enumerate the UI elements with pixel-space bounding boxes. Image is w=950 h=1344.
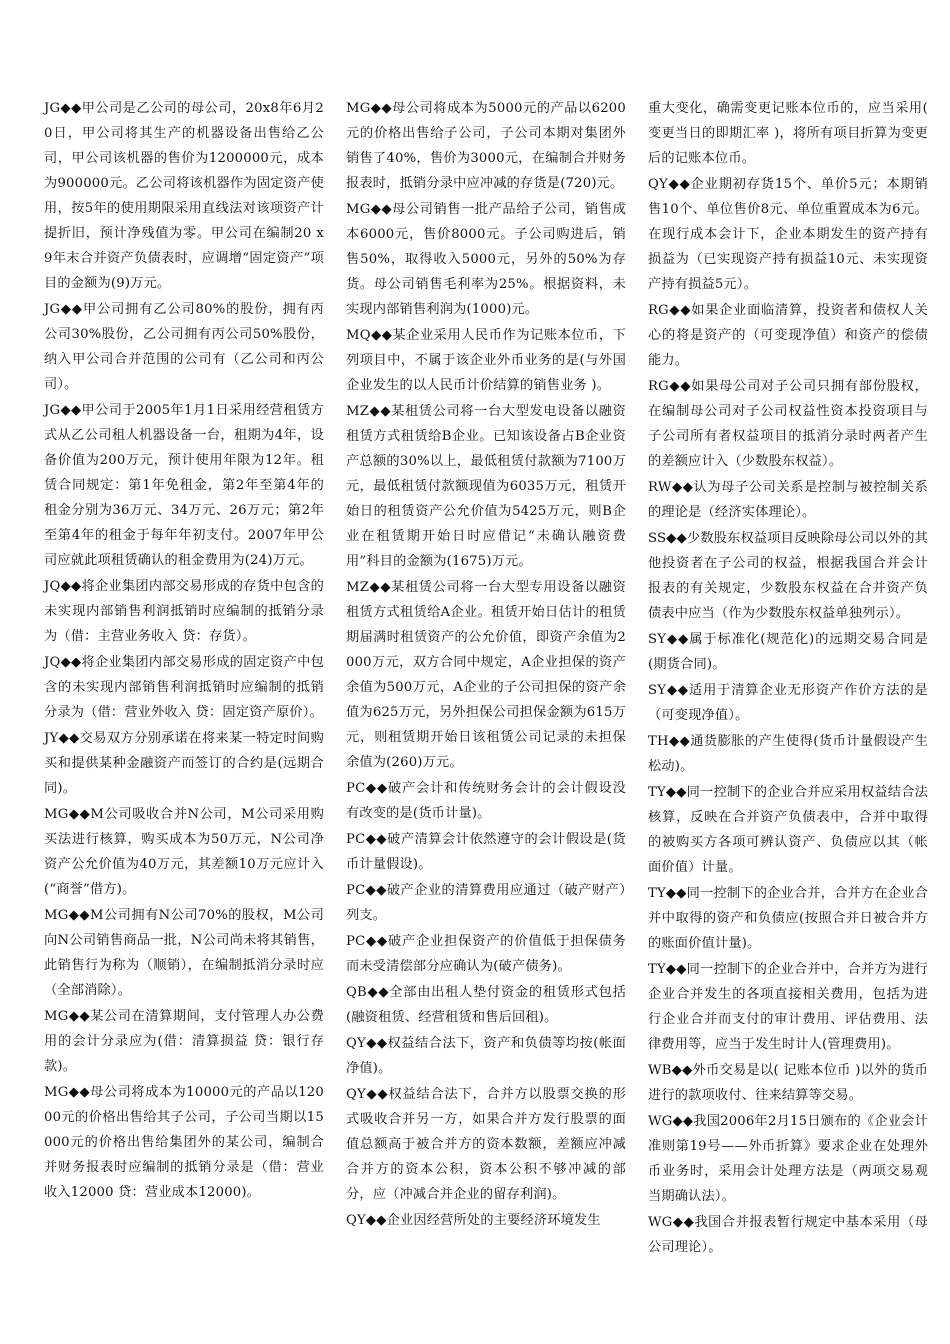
question-entry: JG◆◆甲公司是乙公司的母公司，20x8年6月20日，甲公司将其生产的机器设备出售给乙公司，甲公司该机器的售价为1200000元，成本为900000元。乙公司将该机器作为固定资产使用，按5年的使用期限采用直线法对该项资产计提折旧，预计净残值为零。甲公司在编制20 x 9年末合并资产负债表时，应调增“固定资产”项目的金额为(9)万元。 <box>44 101 324 291</box>
question-entry: MG◆◆母公司将成本为10000元的产品以12000元的价格出售给其子公司，子公司当期以15000元的价格出售给集团外的某公司，编制合并财务报表时应编制的抵销分录是（借：营业收入12000 贷：营业成本12000)。 <box>44 1085 324 1200</box>
question-entry: WB◆◆外币交易是以( 记账本位币 )以外的货币进行的款项收付、往来结算等交易。 <box>648 1063 928 1103</box>
question-entry: JQ◆◆将企业集团内部交易形成的存货中包含的未实现内部销售利润抵销时应编制的抵销分录为（借：主营业务收入 贷：存货）。 <box>44 579 324 644</box>
question-entry: MG◆◆M公司吸收合并N公司，M公司采用购买法进行核算，购买成本为50万元，N公司净资产公允价值为40万元，其差额10万元应计入(“商誉”借方)。 <box>44 807 324 897</box>
question-entry: QY◆◆企业因经营所处的主要经济环境发生 <box>346 1213 601 1228</box>
question-entry: SY◆◆属于标准化(规范化)的远期交易合同是(期货合同)。 <box>648 632 928 672</box>
question-entry: SS◆◆少数股东权益项目反映除母公司以外的其他投资者在子公司的权益，根据我国合并会计报表的有关规定，少数股东权益在合并资产负债表中应当（作为少数股东权益单独列示）。 <box>648 531 928 621</box>
question-entry: QY◆◆权益结合法下，合并方以股票交换的形式吸收合并另一方，如果合并方发行股票的面值总额高于被合并方的资本数额，差额应冲减合并方的资本公积，资本公积不够冲减的部分，应（冲减合并企业的留存利润)。 <box>346 1087 626 1202</box>
question-entry: WG◆◆我国2006年2月15日颁布的《企业会计准则第19号——外币折算》要求企业在处理外币业务时，采用会计处理方法是（两项交易观当期确认法）。 <box>648 1114 928 1204</box>
question-entry: TY◆◆同一控制下的企业合并，合并方在企业合并中取得的资产和负债应(按照合并日被合并方的账面价值计量)。 <box>648 886 928 951</box>
question-entry: PC◆◆破产企业担保资产的价值低于担保债务而未受清偿部分应确认为(破产债务)。 <box>346 934 626 974</box>
question-entry: WG◆◆我国合并报表暂行规定中基本采用（母公司理论）。 <box>648 1215 928 1255</box>
question-entry: JQ◆◆将企业集团内部交易形成的固定资产中包含的未实现内部销售利润抵销时应编制的抵销分录为（借：营业外收入 贷：固定资产原价）。 <box>44 655 324 720</box>
question-entry: QY◆◆权益结合法下，资产和负债等均按(帐面净值)。 <box>346 1036 626 1076</box>
question-entry: TY◆◆同一控制下的企业合并应采用权益结合法核算，反映在合并资产负债表中，合并中取得的被购买方各项可辨认资产、负债应以其（帐面价值）计量。 <box>648 785 928 875</box>
column-right <box>648 96 928 1261</box>
question-entry: TH◆◆通货膨胀的产生使得(货币计量假设产生松动)。 <box>648 734 928 774</box>
question-entry: MZ◆◆某租赁公司将一台大型发电设备以融资租赁方式租赁给B企业。已知该设备占B企业资产总额的30%以上，最低租赁付款额为7100万元，最低租赁付款额现值为6035万元，租赁开始日的租赁资产公允价值为5425万元，则B企业在租赁期开始日时应借记“未确认融资费用”科目的金额为(1675)万元。 <box>346 404 626 569</box>
question-entry: MQ◆◆某企业采用人民币作为记账本位币，下列项目中，不属于该企业外币业务的是(与外国企业发生的以人民币计价结算的销售业务 )。 <box>346 328 626 393</box>
question-entry: PC◆◆破产会计和传统财务会计的会计假设没有改变的是(货币计量)。 <box>346 781 626 821</box>
question-entry: MG◆◆母公司将成本为5000元的产品以6200元的价格出售给子公司，子公司本期对集团外销售了40%，售价为3000元，在编制合并财务报表时，抵销分录中应冲减的存货是(720)元。 <box>346 101 626 191</box>
question-entry: RG◆◆如果母公司对子公司只拥有部份股权，在编制母公司对子公司权益性资本投资项目与子公司所有者权益项目的抵消分录时两者产生的差额应计入（少数股东权益）。 <box>648 379 928 469</box>
question-entry: TY◆◆同一控制下的企业合并中，合并方为进行企业合并发生的各项直接相关费用，包括为进行企业合并而支付的审计费用、评估费用、法律费用等，应当于发生时计人(管理费用)。 <box>648 962 928 1052</box>
column-middle <box>346 96 626 1261</box>
question-entry: MZ◆◆某租赁公司将一台大型专用设备以融资租赁方式租赁给A企业。租赁开始日估计的租赁期届满时租赁资产的公允价值，即资产余值为2000万元，双方合同中规定，A企业担保的资产余值为500万元，A企业的子公司担保的资产余值为625万元，另外担保公司担保金额为615万元，则租赁期开始日该租赁公司记录的未担保余值为(260)万元。 <box>346 580 626 770</box>
question-entry: QY◆◆企业期初存货15个、单价5元；本期销售10个、单位售价8元、单位重置成本为6元。在现行成本会计下，企业本期发生的资产持有损益为（已实现资产持有损益10元、未实现资产持有损益5元）。 <box>648 177 928 292</box>
question-entry: JG◆◆甲公司拥有乙公司80%的股份，拥有丙公司30%股份，乙公司拥有丙公司50%股份，纳入甲公司合并范围的公司有（乙公司和丙公司）。 <box>44 302 324 392</box>
question-entry: JG◆◆甲公司于2005年1月1日采用经营租赁方式从乙公司租人机器设备一台，租期为4年，设备价值为200万元，预计使用年限为12年。租赁合同规定：第1年免租金，第2年至第4年的租金分别为36万元、34万元、26万元；第2年至第4年的租金于每年年初支付。2007年甲公司应就此项租赁确认的租金费用为(24)万元。 <box>44 403 324 568</box>
question-entry: MG◆◆母公司销售一批产品给子公司，销售成本6000元，售价8000元。子公司购进后，销售50%，取得收入5000元，另外的50%为存货。母公司销售毛利率为25%。根据资料，未实现内部销售利润为(1000)元。 <box>346 202 626 317</box>
column-left <box>44 96 324 1261</box>
question-entry: MG◆◆M公司拥有N公司70%的股权，M公司向N公司销售商品一批，N公司尚未将其销售，此销售行为称为（顺销），在编制抵消分录时应（全部消除）。 <box>44 908 324 998</box>
question-entry: PC◆◆破产企业的清算费用应通过（破产财产）列支。 <box>346 883 626 923</box>
question-entry: SY◆◆适用于清算企业无形资产作价方法的是（可变现净值）。 <box>648 683 928 723</box>
question-entry: RW◆◆认为母子公司关系是控制与被控制关系的理论是（经济实体理论）。 <box>648 480 928 520</box>
question-entry: QB◆◆全部由出租人垫付资金的租赁形式包括(融资租赁、经营租赁和售后回租)。 <box>346 985 626 1025</box>
question-entry: JY◆◆交易双方分别承诺在将来某一特定时间购买和提供某种金融资产而签订的合约是(远期合同)。 <box>44 731 324 796</box>
question-entry: PC◆◆破产清算会计依然遵守的会计假设是(货币计量假设)。 <box>346 832 626 872</box>
question-entry: MG◆◆某公司在清算期间，支付管理人办公费用的会计分录应为(借：清算损益 贷：银行存款)。 <box>44 1009 324 1074</box>
question-entry: RG◆◆如果企业面临清算，投资者和债权人关心的将是资产的（可变现净值）和资产的偿债能力。 <box>648 303 928 368</box>
question-entry: 重大变化，确需变更记账本位币的，应当采用( 变更当日的即期汇率 )，将所有项目折算为变更后的记账本位币。 <box>648 101 928 166</box>
three-column-layout <box>44 96 930 1261</box>
